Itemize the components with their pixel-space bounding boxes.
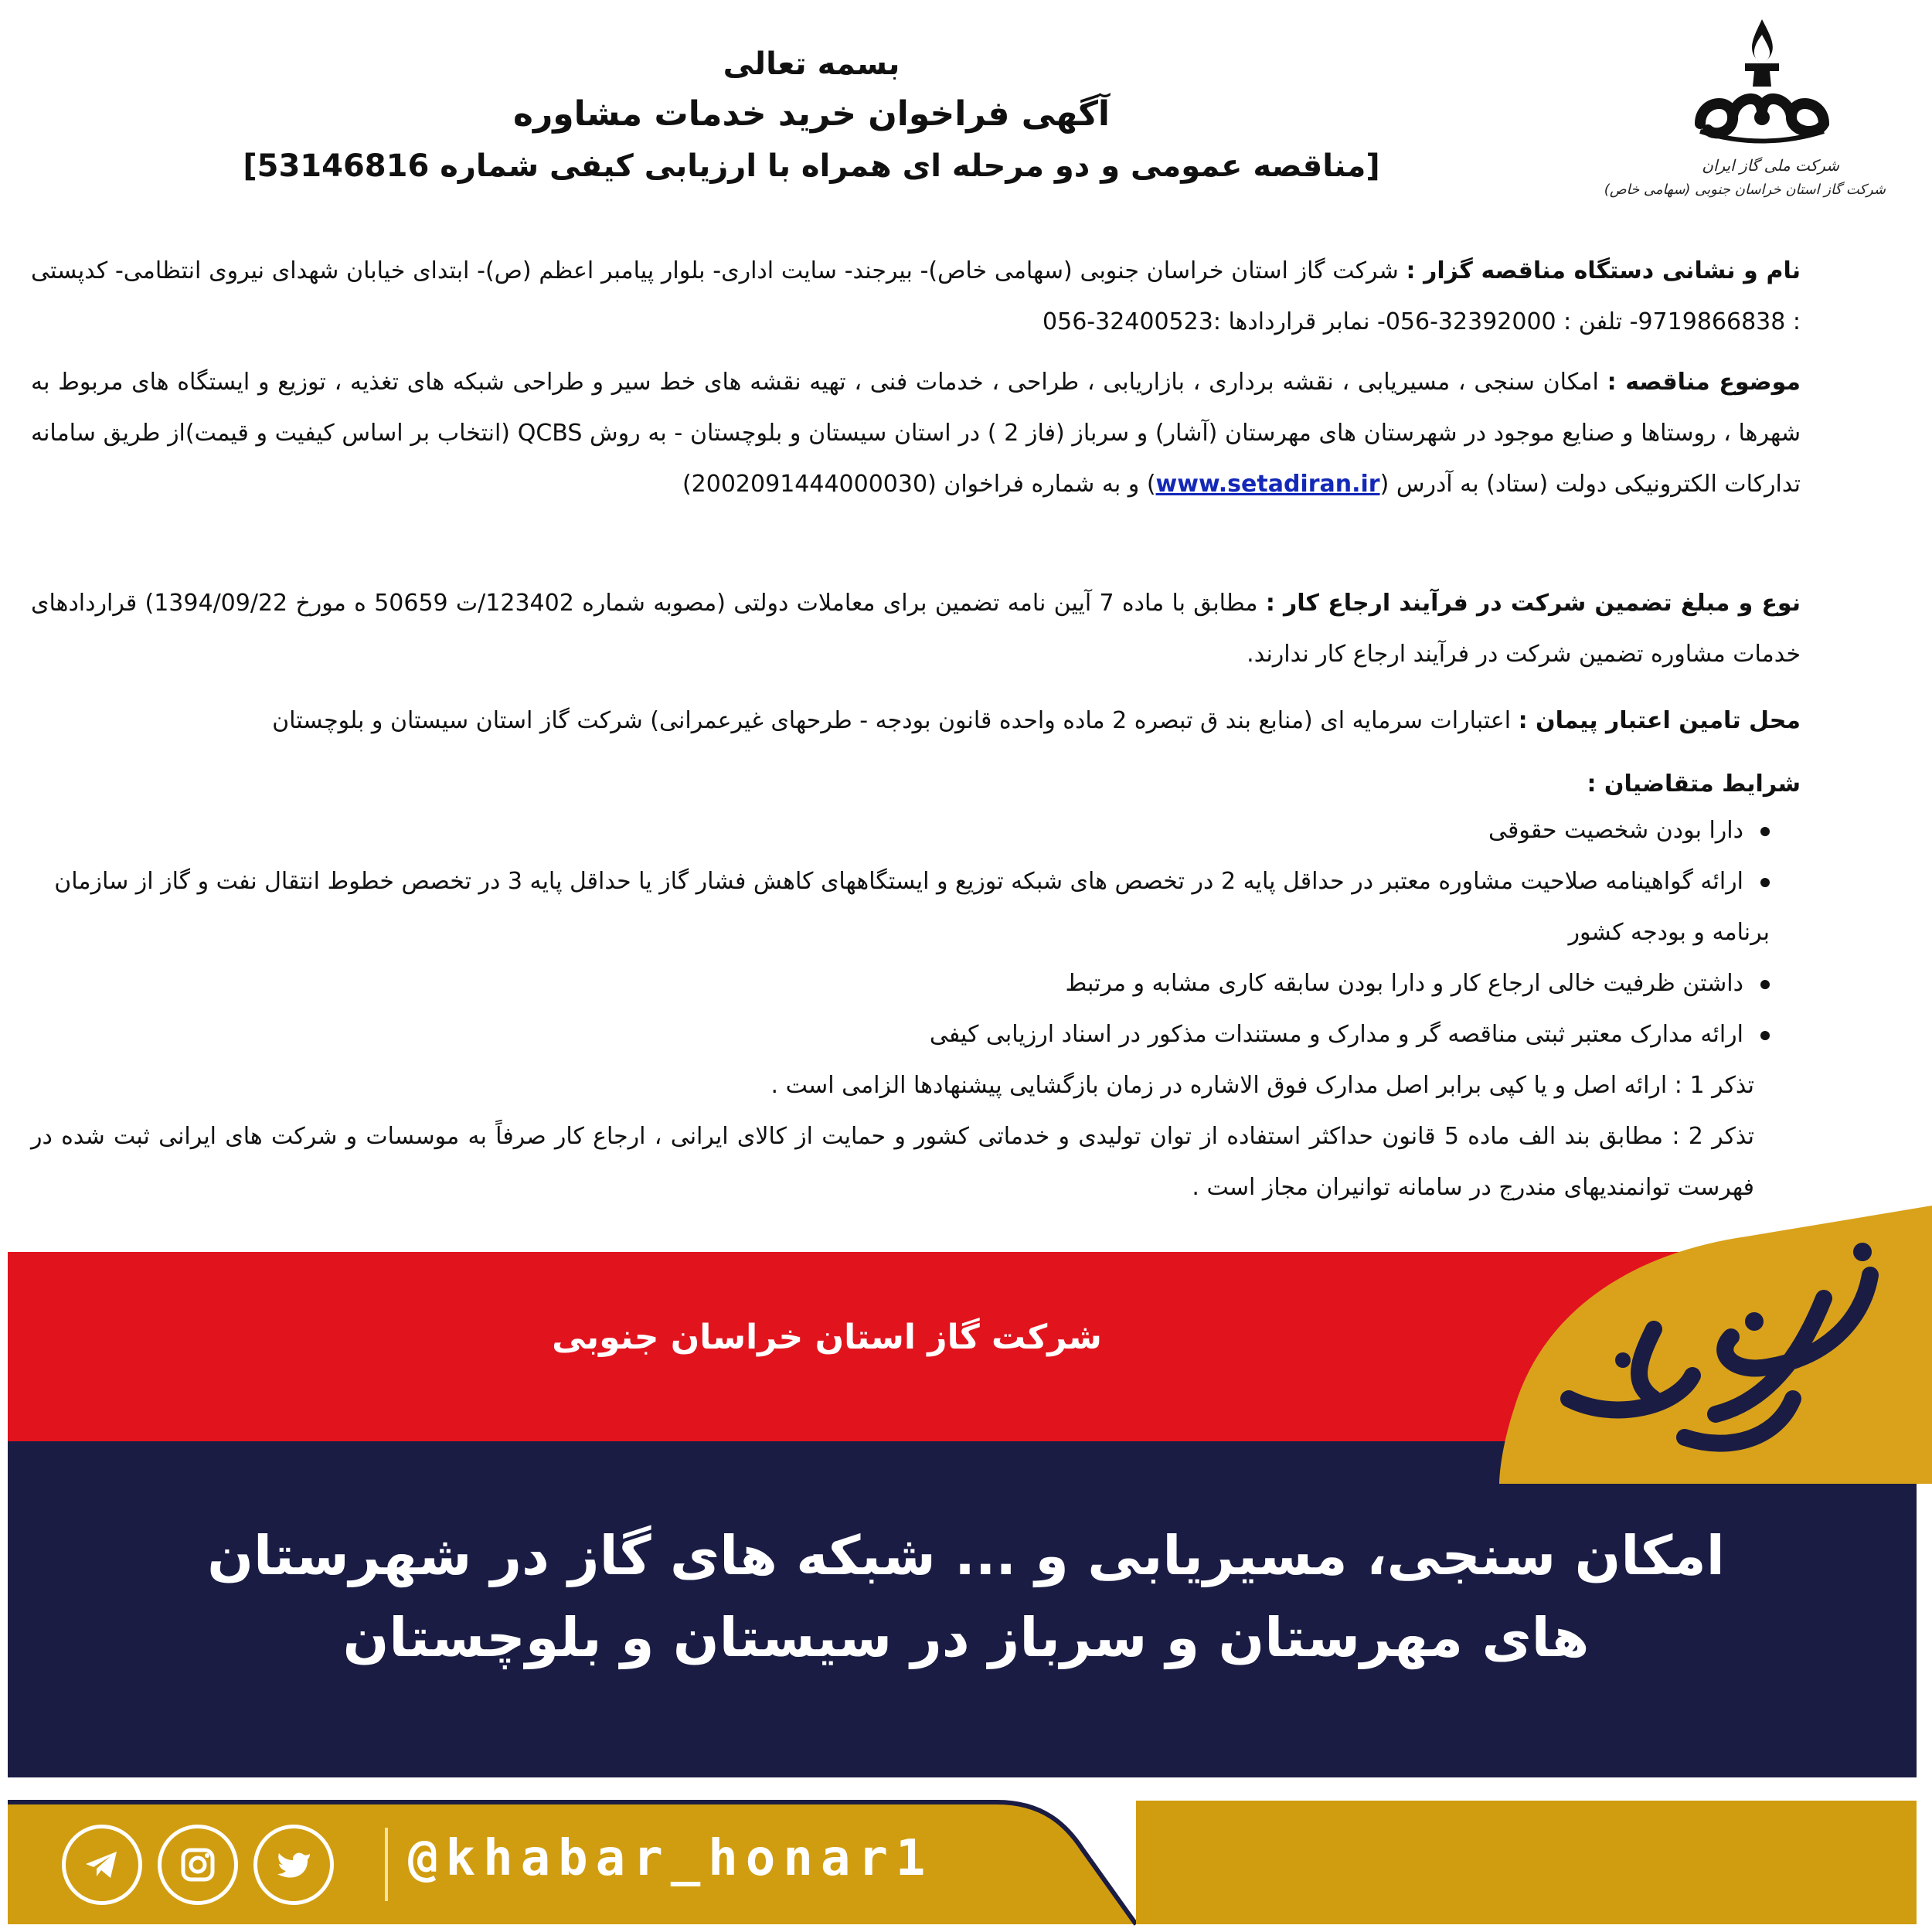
footer-separator: [385, 1828, 388, 1901]
bullet-icon: [1760, 1031, 1770, 1040]
social-handle[interactable]: @khabar_honar1: [408, 1830, 934, 1887]
headline-line-1: امکان سنجی، مسیریابی و ... شبکه های گاز در شهرستان: [207, 1524, 1725, 1587]
bullet-icon: [1760, 878, 1770, 887]
requirement-text: ارائه مدارک معتبر ثبتی مناقصه گر و مدارک و مستندات مذکور در اسناد ارزیابی کیفی: [929, 1021, 1743, 1048]
requirement-text: دارا بودن شخصیت حقوقی: [1488, 817, 1743, 844]
twitter-button[interactable]: [253, 1825, 334, 1905]
tenderer-info-text: شرکت گاز استان خراسان جنوبی (سهامی خاص)- بیرجند- سایت اداری- بلوار پیامبر اعظم (ص)- ابتدای خیابان شهدای نیروی انتظامی- کدپستی : 9719866838- تلفن : 32392000-056- نمابر قراردادها :32400523-056: [31, 257, 1801, 335]
tender-subject-label: موضوع مناقصه :: [1607, 369, 1801, 396]
requirement-item: [31, 958, 1770, 1009]
guarantee-label: نوع و مبلغ تضمین شرکت در فرآیند ارجاع کار :: [1265, 590, 1801, 617]
logo-caption-province: شرکت گاز استان خراسان جنوبی (سهامی خاص): [1604, 182, 1886, 198]
headline-text: [31, 1515, 1901, 1679]
banner-company-name: شرکت گاز استان خراسان جنوبی: [552, 1318, 1102, 1357]
requirement-item: [31, 856, 1770, 958]
tender-subject-text: امکان سنجی ، مسیریابی ، نقشه برداری ، بازاریابی ، طراحی ، خدمات فنی ، تهیه نقشه های خط سیر و طراحی شبکه های تغذیه ، توزیع و ایستگاه های مربوط به شهرها ، روستاها و صنایع موجود در شهرستان های مهرستان (آشار) و سرباز (فاز 2 ) در استان سیستان و بلوچستان - به روش QCBS (انتخاب بر اساس کیفیت و قیمت)از طریق سامانه تدارکات الکترونیکی دولت (ستاد) به آدرس (: [31, 369, 1801, 498]
requirement-text: ارائه گواهینامه صلاحیت مشاوره معتبر در حداقل پایه 2 در تخصص های شبکه توزیع و ایستگاههای کاهش فشار گاز یا حداقل پایه 3 در تخصص خطوط انتقال نفت و گاز از سازمان برنامه و بودجه کشور: [54, 868, 1770, 946]
twitter-icon: [274, 1845, 313, 1884]
funding-text: اعتبارات سرمایه ای (منابع بند ق تبصره 2 ماده واحده قانون بودجه - طرحهای غیرعمرانی) شرکت گاز استان سیستان و بلوچستان: [272, 707, 1512, 734]
bullet-icon: [1760, 827, 1770, 836]
instagram-icon: [179, 1845, 217, 1884]
headline-line-2: های مهرستان و سرباز در سیستان و بلوچستان: [342, 1606, 1590, 1669]
khabar-honar-logo: [1499, 1206, 1932, 1484]
telegram-icon: [83, 1845, 121, 1884]
logo-caption-national: شرکت ملی گاز ایران: [1702, 156, 1839, 175]
telegram-button[interactable]: [62, 1825, 142, 1905]
requirement-item: [31, 1009, 1770, 1060]
funding-paragraph: [31, 696, 1801, 747]
company-logo: [1604, 15, 1901, 209]
header-bismillah: بسمه تعالی: [723, 46, 900, 82]
funding-label: محل تامین اعتبار پیمان :: [1518, 707, 1801, 734]
header-tender-number: [مناقصه عمومی و دو مرحله ای همراه با ارزیابی کیفی شماره 53146816]: [243, 148, 1380, 184]
tender-subject-paragraph: [31, 357, 1801, 510]
tenderer-info-paragraph: [31, 246, 1801, 348]
gas-company-emblem-icon: [1685, 15, 1839, 155]
guarantee-text: مطابق با ماده 7 آیین نامه تضمین برای معاملات دولتی (مصوبه شماره 123402/ت 50659 ه مورخ 1394/09/22) قراردادهای خدمات مشاوره تضمین شرکت در فرآیند ارجاع کار ندارند.: [31, 590, 1801, 668]
requirements-label: شرایط متقاضیان :: [1587, 770, 1801, 798]
requirement-item: [31, 805, 1770, 856]
bullet-icon: [1760, 980, 1770, 989]
requirements-heading: [31, 759, 1801, 810]
requirement-text: داشتن ظرفیت خالی ارجاع کار و دارا بودن سابقه کاری مشابه و مرتبط: [1065, 970, 1743, 997]
note-1: تذکر 1 : ارائه اصل و یا کپی برابر اصل مدارک فوق الاشاره در زمان بازگشایی پیشنهادها الزامی است .: [770, 1072, 1754, 1099]
guarantee-paragraph: [31, 578, 1801, 680]
header-announcement-title: آگهی فراخوان خرید خدمات مشاوره: [512, 94, 1111, 134]
instagram-button[interactable]: [158, 1825, 238, 1905]
tender-subject-tail: ) و به شماره فراخوان (2002091444000030): [682, 471, 1156, 498]
note-2: تذکر 2 : مطابق بند الف ماده 5 قانون حداکثر استفاده از توان تولیدی و خدماتی کشور و حمایت از کالای ایرانی ، ارجاع کار صرفاً به موسسات و شرکت های ایرانی ثبت شده در فهرست توانمندیهای مندرج در سامانه توانیران مجاز است .: [31, 1123, 1754, 1201]
tenderer-info-label: نام و نشانی دستگاه مناقصه گزار :: [1406, 257, 1801, 284]
setadiran-link[interactable]: www.setadiran.ir: [1155, 471, 1380, 498]
